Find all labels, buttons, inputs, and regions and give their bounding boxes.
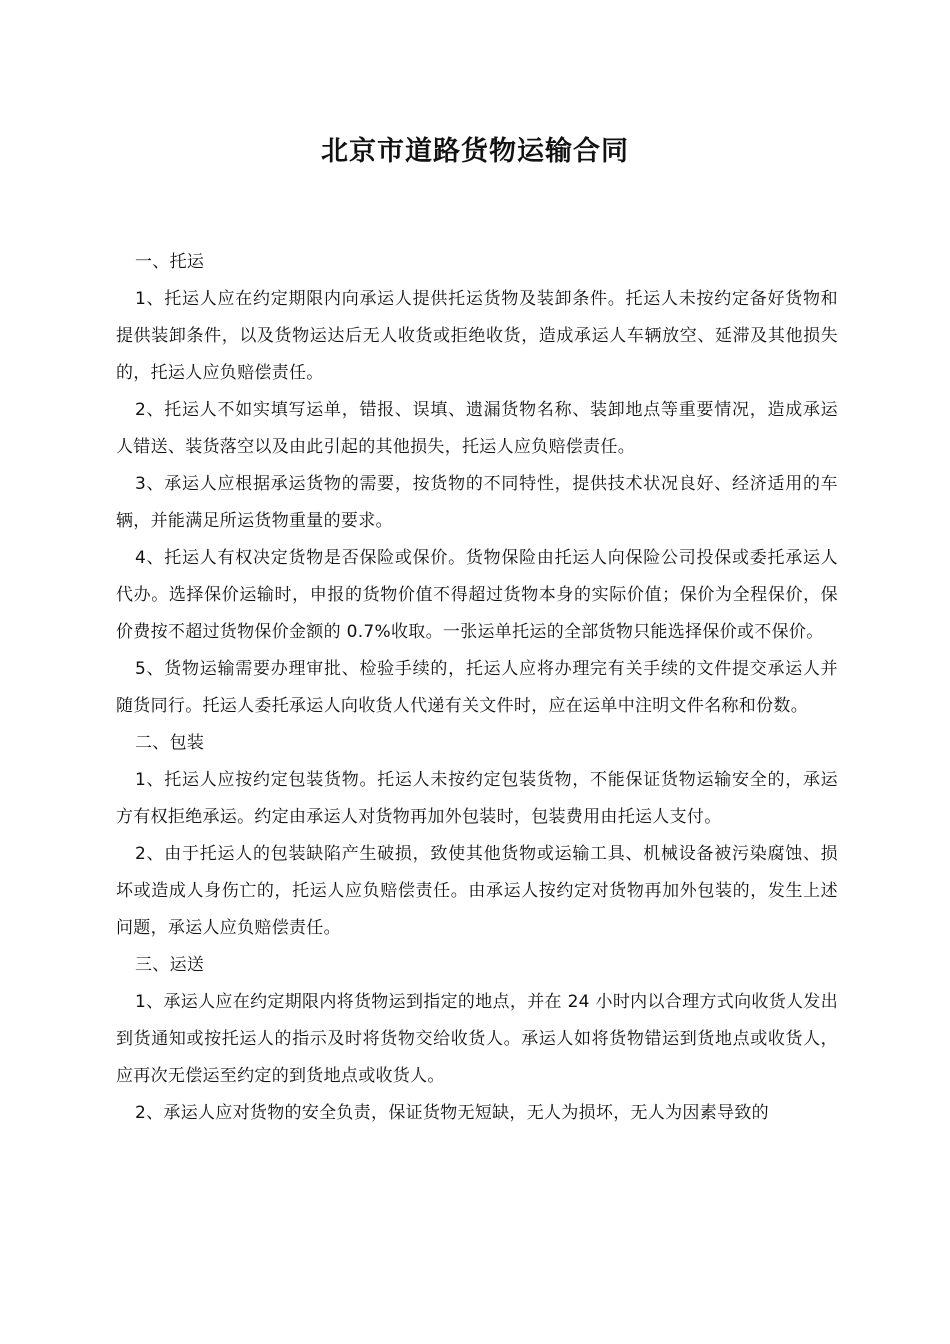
paragraph: 1、托运人应在约定期限内向承运人提供托运货物及装卸条件。托运人未按约定备好货物和提供装卸条件，以及货物运达后无人收货或拒绝收货，造成承运人车辆放空、延滞及其他损失的，托运人应负赔偿责任。 — [116, 289, 838, 383]
paragraph: 2、承运人应对货物的安全负责，保证货物无短缺，无人为损坏，无人为因素导致的 — [135, 1103, 769, 1123]
paragraph: 5、货物运输需要办理审批、检验手续的，托运人应将办理完有关手续的文件提交承运人并随货同行。托运人委托承运人向收货人代递有关文件时，应在运单中注明文件名称和份数。 — [116, 659, 838, 716]
section-heading-consignment: 一、托运 — [135, 252, 205, 272]
paragraph: 1、承运人应在约定期限内将货物运到指定的地点，并在 24 小时内以合理方式向收货人发出到货通知或按托运人的指示及时将货物交给收货人。承运人如将货物错运到货地点或收货人，应再次无偿运至约定的到货地点或收货人。 — [116, 992, 838, 1086]
document-body — [116, 244, 838, 1132]
paragraph: 4、托运人有权决定货物是否保险或保价。货物保险由托运人向保险公司投保或委托承运人代办。选择保价运输时，申报的货物价值不得超过货物本身的实际价值；保价为全程保价，保价费按不超过货物保价金额的 0.7%收取。一张运单托运的全部货物只能选择保价或不保价。 — [116, 548, 838, 642]
section-heading-packaging: 二、包装 — [135, 733, 205, 753]
section-heading-transport: 三、运送 — [135, 955, 205, 975]
paragraph: 2、由于托运人的包装缺陷产生破损，致使其他货物或运输工具、机械设备被污染腐蚀、损坏或造成人身伤亡的，托运人应负赔偿责任。由承运人按约定对货物再加外包装的，发生上述问题，承运人应负赔偿责任。 — [116, 844, 838, 938]
document-title: 北京市道路货物运输合同 — [321, 136, 629, 167]
paragraph: 2、托运人不如实填写运单，错报、误填、遗漏货物名称、装卸地点等重要情况，造成承运人错送、装货落空以及由此引起的其他损失，托运人应负赔偿责任。 — [116, 400, 838, 457]
paragraph: 3、承运人应根据承运货物的需要，按货物的不同特性，提供技术状况良好、经济适用的车辆，并能满足所运货物重量的要求。 — [116, 474, 838, 531]
paragraph: 1、托运人应按约定包装货物。托运人未按约定包装货物，不能保证货物运输安全的，承运方有权拒绝承运。约定由承运人对货物再加外包装时，包装费用由托运人支付。 — [116, 770, 838, 827]
